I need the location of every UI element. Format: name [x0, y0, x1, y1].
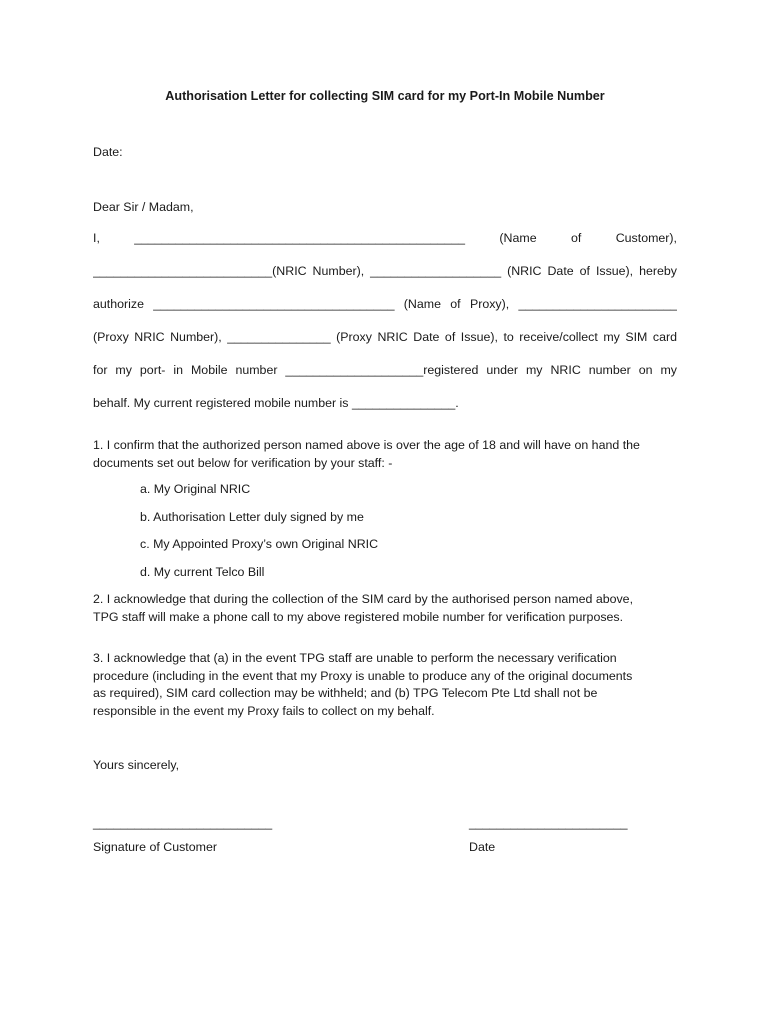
signature-date-label: Date: [469, 840, 496, 854]
date-label: Date:: [93, 145, 123, 159]
clause-3-line: responsible in the event my Proxy fails to collect on my behalf.: [93, 703, 435, 718]
clause-3-line: procedure (including in the event that my Proxy is unable to produce any of the original documents: [93, 668, 633, 683]
body-line-5: for my port- in Mobile number ____________________registered under my NRIC number on my: [93, 363, 677, 377]
body-line-4: (Proxy NRIC Number), _______________ (Proxy NRIC Date of Issue), to receive/collect my SIM card: [93, 330, 677, 344]
signature-label: Signature of Customer: [93, 840, 217, 854]
clause-2: [93, 591, 683, 626]
letter-title: Authorisation Letter for collecting SIM card for my Port-In Mobile Number: [165, 89, 605, 103]
list-item-proxy-nric: c. My Appointed Proxy’s own Original NRIC: [140, 537, 379, 551]
clause-3: [93, 650, 683, 720]
body-line-3: authorize ___________________________________ (Name of Proxy), _______________________: [93, 297, 677, 311]
clause-3-line: 3. I acknowledge that (a) in the event TPG staff are unable to perform the necessary verification: [93, 651, 617, 665]
clause-2-line: 2. I acknowledge that during the collection of the SIM card by the authorised person named above,: [93, 592, 634, 606]
date-line: _______________________: [469, 816, 628, 830]
list-item-original-nric: a. My Original NRIC: [140, 482, 251, 496]
signature-line: __________________________: [93, 816, 273, 830]
list-item-authorisation-letter: b. Authorisation Letter duly signed by me: [140, 510, 364, 524]
list-item-telco-bill: d. My current Telco Bill: [140, 565, 265, 579]
body-line-1: I, ________________________________________________ (Name of Customer),: [93, 231, 677, 245]
body-line-2: __________________________(NRIC Number), ___________________ (NRIC Date of Issue), hereby: [93, 264, 677, 278]
body-line-6: behalf. My current registered mobile number is _______________.: [93, 396, 459, 410]
salutation: Dear Sir / Madam,: [93, 200, 194, 214]
clause-1-line: documents set out below for verification by your staff: -: [93, 455, 393, 470]
clause-1: [93, 437, 683, 472]
clause-2-line: TPG staff will make a phone call to my above registered mobile number for verification purposes.: [93, 609, 624, 624]
clause-3-line: as required), SIM card collection may be withheld; and (b) TPG Telecom Pte Ltd shall not be: [93, 686, 598, 700]
closing: Yours sincerely,: [93, 758, 180, 772]
clause-1-line: 1. I confirm that the authorized person named above is over the age of 18 and will have on hand the: [93, 438, 640, 452]
